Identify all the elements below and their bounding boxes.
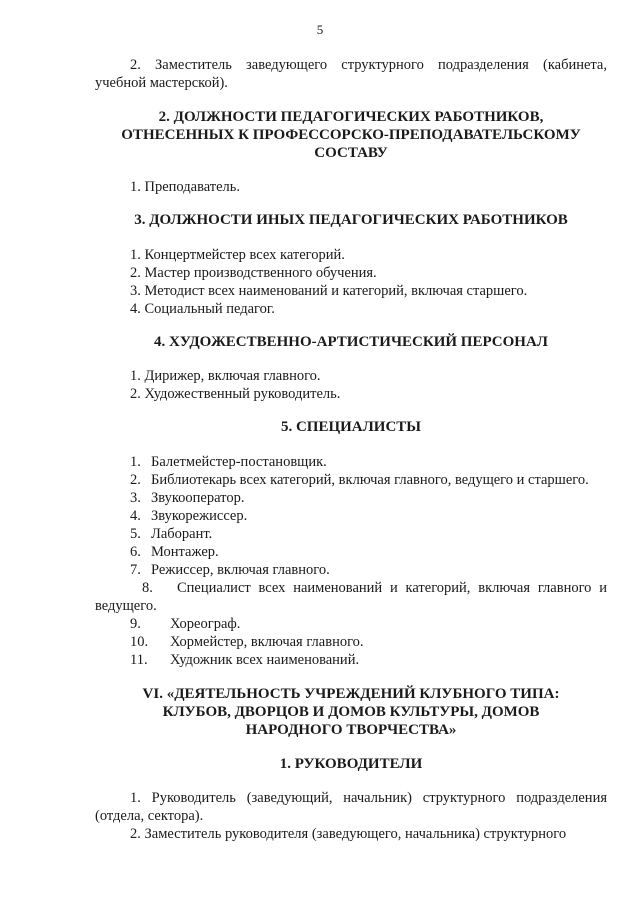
list-item: 2. Библиотекарь всех категорий, включая главного, ведущего и старшего. xyxy=(130,472,589,488)
chapter-6-heading-line-3: НАРОДНОГО ТВОРЧЕСТВА» xyxy=(245,722,457,738)
section-2-heading-line-1: 2. ДОЛЖНОСТИ ПЕДАГОГИЧЕСКИХ РАБОТНИКОВ, xyxy=(158,109,544,125)
list-item: 7. Режиссер, включая главного. xyxy=(130,562,330,578)
section-6-1-heading: 1. РУКОВОДИТЕЛИ xyxy=(279,756,423,772)
page-number: 5 xyxy=(316,22,324,37)
section-2-heading-line-3: СОСТАВУ xyxy=(314,145,388,161)
section-6-1-item: 2. Заместитель руководителя (заведующего, начальника) структурного xyxy=(130,826,567,842)
section-3-item: 3. Методист всех наименований и категорий, включая старшего. xyxy=(130,283,528,299)
list-item: 9. Хореограф. xyxy=(130,616,241,632)
list-item: 4. Звукорежиссер. xyxy=(130,508,248,524)
section-3-item: 4. Социальный педагог. xyxy=(130,301,275,317)
section-3-heading: 3. ДОЛЖНОСТИ ИНЫХ ПЕДАГОГИЧЕСКИХ РАБОТНИКОВ xyxy=(134,212,568,228)
section-4-item: 1. Дирижер, включая главного. xyxy=(130,368,321,384)
section-4-heading: 4. ХУДОЖЕСТВЕННО-АРТИСТИЧЕСКИЙ ПЕРСОНАЛ xyxy=(154,334,548,350)
list-item: 5. Лаборант. xyxy=(130,526,213,542)
list-item: 10. Хормейстер, включая главного. xyxy=(130,634,364,650)
section-3-item: 2. Мастер производственного обучения. xyxy=(130,265,377,281)
section-2-heading-line-2: ОТНЕСЕННЫХ К ПРОФЕССОРСКО-ПРЕПОДАВАТЕЛЬСКОМУ xyxy=(121,127,581,143)
list-item: 6. Монтажер. xyxy=(130,544,219,560)
list-item: 8. Специалист всех наименований и категорий, включая главного и ведущего. xyxy=(95,580,607,614)
chapter-6-heading-line-1: VI. «ДЕЯТЕЛЬНОСТЬ УЧРЕЖДЕНИЙ КЛУБНОГО ТИПА: xyxy=(142,686,560,702)
list-item: 1. Балетмейстер-постановщик. xyxy=(130,454,327,470)
list-item: 3. Звукооператор. xyxy=(130,490,245,506)
chapter-6-heading-line-2: КЛУБОВ, ДВОРЦОВ И ДОМОВ КУЛЬТУРЫ, ДОМОВ xyxy=(162,704,540,720)
intro-item: 2. Заместитель заведующего структурного подразделения (кабинета, учебной мастерской). xyxy=(95,57,607,91)
section-3-item: 1. Концертмейстер всех категорий. xyxy=(130,247,345,263)
list-item: 11. Художник всех наименований. xyxy=(130,652,360,668)
section-4-item: 2. Художественный руководитель. xyxy=(130,386,341,402)
section-6-1-item: 1. Руководитель (заведующий, начальник) структурного подразделения (отдела, сектора). xyxy=(95,790,607,824)
section-2-item: 1. Преподаватель. xyxy=(130,179,241,195)
section-5-heading: 5. СПЕЦИАЛИСТЫ xyxy=(280,419,422,435)
